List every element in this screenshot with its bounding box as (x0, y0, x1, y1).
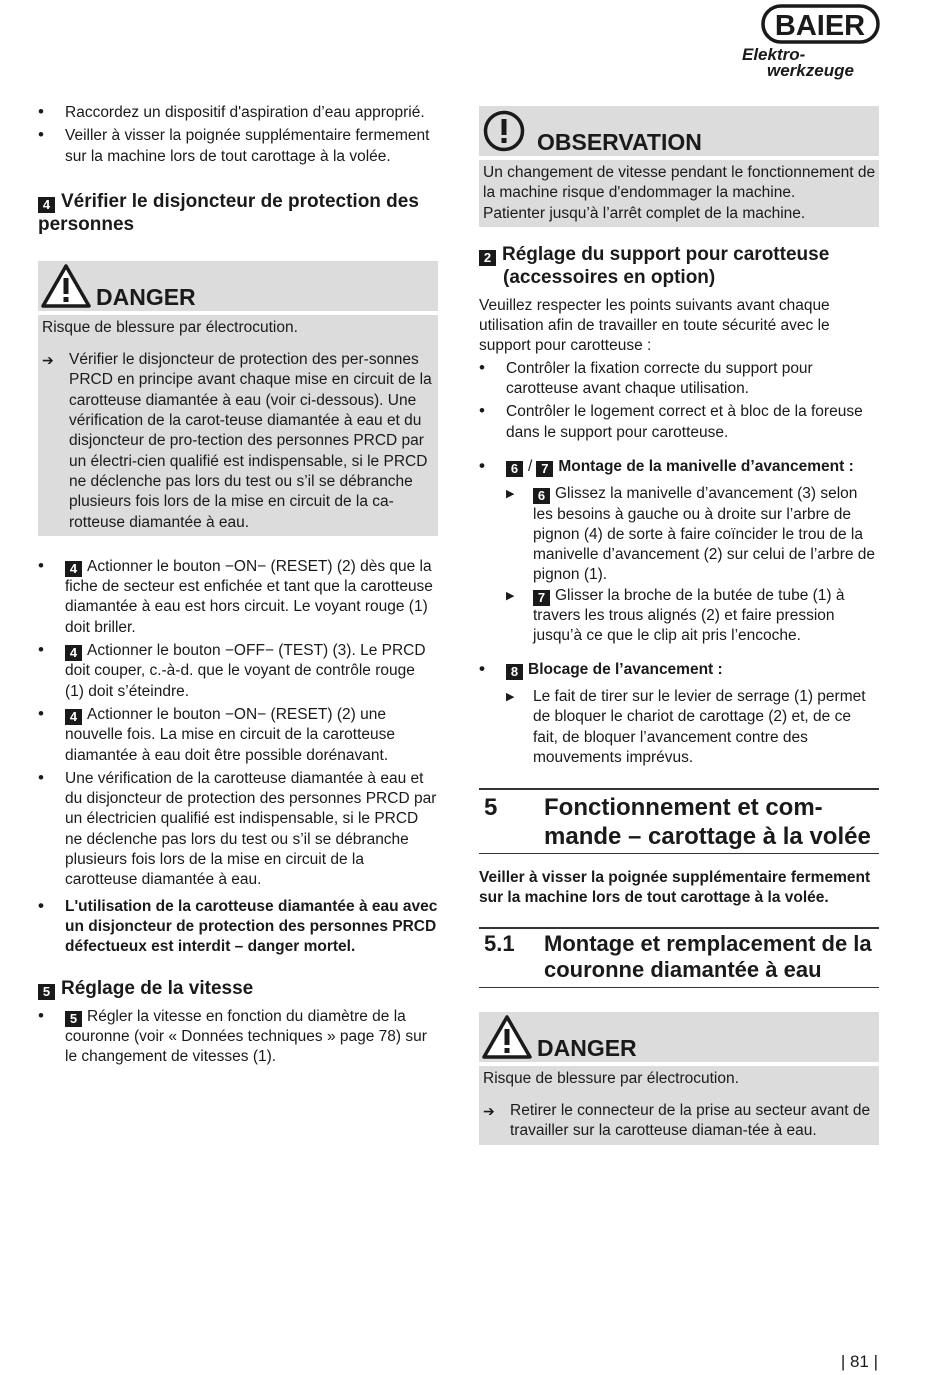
section-heading-2 (479, 243, 879, 289)
section-number: 5.1 (484, 930, 515, 956)
step-item: ▶ 7 Glisser la broche de la butée de tube (1) à travers les trous alignés (2) et faire pression jusqu’à ce que le clip ait pris l’encoche. (506, 586, 879, 647)
observation-body (479, 160, 879, 227)
step-item: ▶ 6 Glissez la manivelle d’avancement (3) selon les besoins à gauche ou à droite sur l’arbre de pignon (4) de sorte à faire coïncider le trou de la manivelle d’avancement (2) sur celui de l’arbre de pignon (1). (506, 484, 879, 585)
key-badge: 6 (533, 488, 550, 504)
danger-header (38, 261, 438, 311)
section-heading-5 (38, 977, 438, 1000)
danger-title: DANGER (96, 283, 196, 310)
bullet-item: • Une vérification de la carotteuse diamantée à eau et du disjoncteur de protection des personnes PRCD par un électricien qualifié est indispensable, si le PRCD ne déclenche pas lors du test ou s’il se débranche plusieurs fois lors de la mise en circuit de la carotteuse diamantée à eau. (38, 769, 438, 891)
chapter-5-intro: Veiller à visser la poignée supplémentaire fermement sur la machine lors de tout carottage à la volée. (479, 869, 871, 907)
page-number: | 81 | (840, 1352, 878, 1371)
key-badge: 6 (506, 461, 523, 477)
danger-text: Risque de blessure par électrocution. (42, 318, 298, 336)
right-column (479, 106, 879, 1145)
danger-body (38, 315, 438, 536)
key-badge: 4 (65, 645, 82, 661)
brand-sub1: Elektro- (742, 45, 806, 64)
brand-name: BAIER (774, 10, 866, 42)
chapter-title: Fonctionnement et com-mande – carottage à la volée (544, 794, 871, 851)
section-title: Montage et remplacement de la couronne diamantée à eau (544, 930, 872, 982)
warning-triangle-icon (41, 264, 91, 308)
chapter-number: 5 (484, 794, 498, 822)
bullet-item: • Contrôler la fixation correcte du support pour carotteuse avant chaque utilisation. (479, 359, 879, 400)
danger-instruction: ➔ Vérifier le disjoncteur de protection des per-sonnes PRCD en principe avant chaque mise en circuit de la carotteuse diamantée à eau (voir ci-dessous). Une vérification de la carot-teuse diamantée à eau et du disjoncteur de pro-tection des personnes PRCD par un électri-cien qualifié est indispensable, si le PRCD ne déclenche pas lors du test ou s’il se débranche plusieurs fois lors de la mise en circuit de la ca-rotteuse diamantée à eau. (42, 350, 435, 533)
bullet-item: • 4 Actionner le bouton −OFF− (TEST) (3). Le PRCD doit couper, c.-à-d. que le voyant de contrôle rouge (1) doit s’éteindre. (38, 641, 438, 702)
danger-text: Risque de blessure par électrocution. (483, 1069, 739, 1087)
observation-text: Un changement de vitesse pendant le fonctionnement de la machine risque d'endommager la machine. (483, 164, 876, 202)
observation-box (479, 106, 879, 227)
key-badge: 7 (533, 590, 550, 606)
key-badge: 4 (65, 709, 82, 725)
warning-triangle-icon (482, 1015, 532, 1059)
observation-text: Patienter jusqu’à l’arrêt complet de la machine. (483, 204, 806, 222)
key-badge: 4 (38, 197, 55, 213)
exclamation-circle-icon (482, 109, 526, 153)
bullet-item: • Contrôler le logement correct et à bloc de la foreuse dans le support pour carotteuse. (479, 402, 879, 443)
intro-paragraph: Veuillez respecter les points suivants avant chaque utilisation afin de travailler en toute sécurité avec le support pour carotteuse : (479, 296, 830, 355)
observation-header (479, 106, 879, 156)
danger-box (38, 261, 438, 536)
danger-body (479, 1066, 879, 1145)
danger-box (479, 1012, 879, 1145)
bold-warning-bullet: • L'utilisation de la carotteuse diamantée à eau avec un disjoncteur de protection des personnes PRCD défectueux est interdit – danger mortel. (38, 897, 438, 958)
key-badge: 2 (479, 250, 496, 266)
section-title: Réglage du support pour carotteuse (accessoires en option) (502, 243, 830, 288)
brand-sub2: werkzeuge (767, 61, 854, 80)
danger-instruction: ➔ Retirer le connecteur de la prise au secteur avant de travailler sur la carotteuse diaman-tée à eau. (483, 1101, 876, 1142)
subsection-67-heading: • 6 / 7 Montage de la manivelle d’avancement : (479, 457, 879, 477)
section-heading-4 (38, 190, 438, 236)
subsection-8-list (479, 687, 879, 768)
bullet-item: • 4 Actionner le bouton −ON− (RESET) (2) dès que la fiche de secteur est enfichée et tant que la carotteuse diamantée à eau est hors circuit. Le voyant rouge (1) doit briller. (38, 557, 438, 638)
bullet-item: • Veiller à visser la poignée supplémentaire fermement sur la machine lors de tout carottage à la volée. (38, 126, 438, 167)
baier-logo-mark (740, 4, 885, 84)
baier-logo (740, 4, 885, 84)
danger-title: DANGER (537, 1034, 637, 1061)
bullet-item: • Raccordez un dispositif d'aspiration d’eau approprié. (38, 103, 438, 123)
bullet-item: • 5 Régler la vitesse en fonction du diamètre de la couronne (voir « Données techniques » page 78) sur le changement de vitesses (1). (38, 1007, 438, 1068)
left-column (38, 100, 438, 1067)
key-badge: 7 (536, 461, 553, 477)
key-badge: 5 (38, 984, 55, 1000)
section-title: Vérifier le disjoncteur de protection des personnes (38, 190, 419, 235)
bullet-item: • 4 Actionner le bouton −ON− (RESET) (2) une nouvelle fois. La mise en circuit de la carotteuse diamantée à eau doit être possible dorénavant. (38, 705, 438, 766)
chapter-5-heading (479, 788, 879, 854)
key-badge: 8 (506, 664, 523, 680)
key-badge: 5 (65, 1011, 82, 1027)
key-badge: 4 (65, 561, 82, 577)
danger-header (479, 1012, 879, 1062)
step-item: ▶ Le fait de tirer sur le levier de serrage (1) permet de bloquer le chariot de carottage (2) et, de ce fait, de bloquer l’avancement contre des mouvements imprévus. (506, 687, 879, 768)
subsection-8-heading: • 8 Blocage de l’avancement : (479, 660, 879, 680)
section-5-1-heading (479, 927, 879, 988)
observation-title: OBSERVATION (537, 129, 702, 155)
section-title: Réglage de la vitesse (61, 977, 254, 999)
subsection-67-list (479, 484, 879, 646)
